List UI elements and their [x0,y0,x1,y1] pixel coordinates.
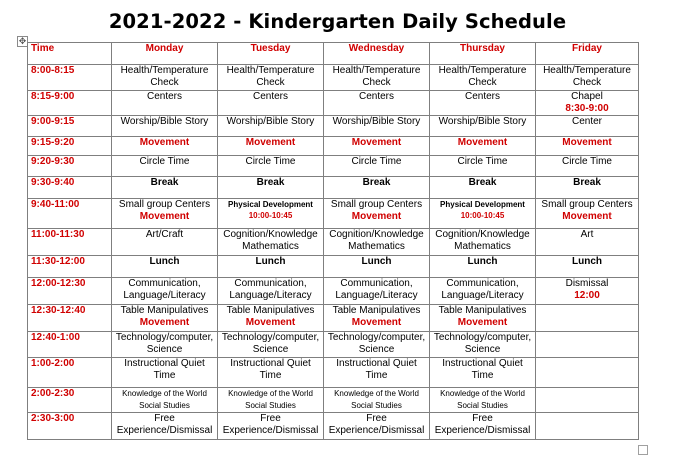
thursday-cell: Instructional Quiet Time [430,358,536,388]
tuesday-cell [218,305,324,332]
tuesday-cell: Instructional Quiet Time [218,358,324,388]
page-title: 2021-2022 - Kindergarten Daily Schedule [108,10,567,33]
time-cell: 12:00-12:30 [28,278,112,305]
tuesday-cell: Worship/Bible Story [218,116,324,137]
tuesday-cell: Break [218,177,324,199]
header-row [28,43,639,65]
wednesday-cell: Movement [324,137,430,156]
tuesday-cell: Communication, Language/Literacy [218,278,324,305]
table-row [28,177,639,199]
wednesday-cell [324,305,430,332]
wednesday-cell: Centers [324,91,430,116]
table-row [28,199,639,229]
wednesday-movement: Movement [351,317,402,328]
friday-cell: Health/Temperature Check [536,65,639,91]
monday-cell: Worship/Bible Story [112,116,218,137]
thursday-subtime: 10:00-10:45 [460,211,505,220]
wednesday-cell: Instructional Quiet Time [324,358,430,388]
thursday-cell: Movement [430,137,536,156]
table-resize-handle-icon[interactable] [638,445,648,455]
wednesday-cell: Communication, Language/Literacy [324,278,430,305]
friday-cell [536,91,639,116]
wednesday-activity: Small group Centers [330,199,423,210]
time-cell: 12:40-1:00 [28,332,112,358]
table-row [28,229,639,256]
table-row [28,358,639,388]
thursday-cell: Break [430,177,536,199]
tuesday-cell: Movement [218,137,324,156]
wednesday-cell: Health/Temperature Check [324,65,430,91]
friday-subtime: 8:30-9:00 [565,103,609,114]
thursday-cell: Communication, Language/Literacy [430,278,536,305]
table-row [28,413,639,440]
time-cell: 11:00-11:30 [28,229,112,256]
table-row [28,116,639,137]
friday-cell: Lunch [536,256,639,278]
table-move-handle-icon[interactable]: ✥ [18,36,27,46]
thursday-cell: Health/Temperature Check [430,65,536,91]
monday-cell: Health/Temperature Check [112,65,218,91]
friday-activity: Chapel [571,91,603,102]
table-row [28,388,639,413]
wednesday-movement: Movement [351,211,402,222]
header-time: Time [28,43,112,65]
thursday-cell [430,199,536,229]
friday-cell [536,413,639,440]
wednesday-cell: Cognition/Knowledge Mathematics [324,229,430,256]
wednesday-cell [324,199,430,229]
tuesday-cell: Lunch [218,256,324,278]
time-cell: 8:15-9:00 [28,91,112,116]
friday-cell [536,278,639,305]
table-row [28,278,639,305]
time-cell: 11:30-12:00 [28,256,112,278]
friday-cell [536,199,639,229]
header-thursday: Thursday [430,43,536,65]
header-tuesday: Tuesday [218,43,324,65]
time-cell: 2:00-2:30 [28,388,112,413]
thursday-cell: Technology/computer, Science [430,332,536,358]
monday-cell: Lunch [112,256,218,278]
tuesday-cell: Free Experience/Dismissal [218,413,324,440]
wednesday-cell: Break [324,177,430,199]
tuesday-cell: Health/Temperature Check [218,65,324,91]
monday-movement: Movement [139,317,190,328]
friday-movement: Movement [562,211,612,222]
friday-cell: Movement [536,137,639,156]
thursday-movement: Movement [457,317,508,328]
friday-activity: Small group Centers [541,199,633,210]
thursday-cell: Lunch [430,256,536,278]
tuesday-cell [218,199,324,229]
monday-movement: Movement [139,211,190,222]
tuesday-cell: Cognition/Knowledge Mathematics [218,229,324,256]
friday-cell [536,305,639,332]
thursday-cell: Cognition/Knowledge Mathematics [430,229,536,256]
thursday-cell: Centers [430,91,536,116]
time-cell: 1:00-2:00 [28,358,112,388]
time-cell: 9:15-9:20 [28,137,112,156]
friday-cell [536,358,639,388]
table-row [28,256,639,278]
wednesday-cell: Technology/computer, Science [324,332,430,358]
time-cell: 8:00-8:15 [28,65,112,91]
monday-cell: Free Experience/Dismissal [112,413,218,440]
tuesday-cell: Centers [218,91,324,116]
thursday-activity: Physical Development [440,200,525,209]
friday-cell: Break [536,177,639,199]
time-cell: 2:30-3:00 [28,413,112,440]
tuesday-cell: Technology/computer, Science [218,332,324,358]
table-row [28,332,639,358]
thursday-cell: Free Experience/Dismissal [430,413,536,440]
friday-cell: Center [536,116,639,137]
monday-cell: Instructional Quiet Time [112,358,218,388]
monday-cell: Break [112,177,218,199]
time-cell: 9:40-11:00 [28,199,112,229]
monday-activity: Small group Centers [118,199,211,210]
thursday-cell: Knowledge of the World Social Studies [430,388,536,413]
monday-cell: Technology/computer, Science [112,332,218,358]
friday-cell [536,388,639,413]
monday-cell: Art/Craft [112,229,218,256]
friday-cell: Circle Time [536,156,639,177]
monday-cell: Circle Time [112,156,218,177]
table-row [28,65,639,91]
tuesday-movement: Movement [245,317,296,328]
thursday-cell [430,305,536,332]
friday-subtime: 12:00 [574,290,600,301]
wednesday-cell: Circle Time [324,156,430,177]
header-friday: Friday [536,43,639,65]
tuesday-cell: Circle Time [218,156,324,177]
wednesday-cell: Worship/Bible Story [324,116,430,137]
time-cell: 12:30-12:40 [28,305,112,332]
tuesday-subtime: 10:00-10:45 [248,211,293,220]
table-row [28,91,639,116]
tuesday-activity: Physical Development [228,200,313,209]
table-row [28,156,639,177]
wednesday-cell: Free Experience/Dismissal [324,413,430,440]
time-cell: 9:30-9:40 [28,177,112,199]
thursday-activity: Table Manipulatives [438,305,527,316]
schedule-table [27,42,639,440]
thursday-cell: Circle Time [430,156,536,177]
wednesday-cell: Lunch [324,256,430,278]
monday-cell: Communication, Language/Literacy [112,278,218,305]
tuesday-activity: Table Manipulatives [226,305,315,316]
monday-cell: Centers [112,91,218,116]
header-monday: Monday [112,43,218,65]
monday-cell: Knowledge of the World Social Studies [112,388,218,413]
friday-cell [536,332,639,358]
thursday-cell: Worship/Bible Story [430,116,536,137]
monday-cell [112,305,218,332]
monday-cell [112,199,218,229]
time-cell: 9:20-9:30 [28,156,112,177]
table-row [28,137,639,156]
monday-cell: Movement [112,137,218,156]
tuesday-cell: Knowledge of the World Social Studies [218,388,324,413]
friday-activity: Dismissal [565,278,609,289]
table-row [28,305,639,332]
monday-activity: Table Manipulatives [120,305,209,316]
header-wednesday: Wednesday [324,43,430,65]
time-cell: 9:00-9:15 [28,116,112,137]
wednesday-activity: Table Manipulatives [332,305,421,316]
friday-cell: Art [536,229,639,256]
wednesday-cell: Knowledge of the World Social Studies [324,388,430,413]
